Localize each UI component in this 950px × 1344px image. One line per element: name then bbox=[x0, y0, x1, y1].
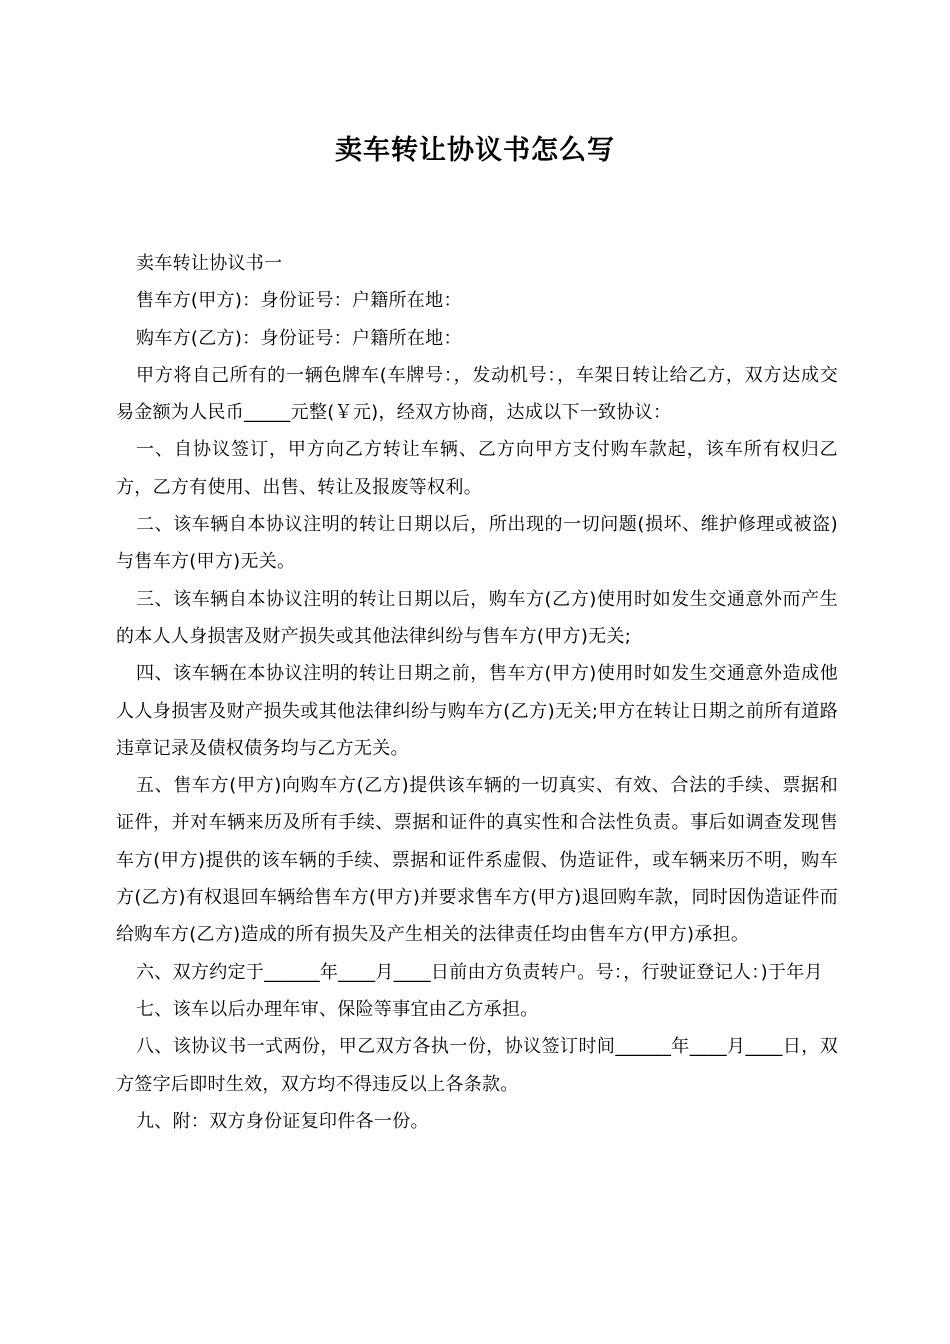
clause-3: 三、该车辆自本协议注明的转让日期以后，购车方(乙方)使用时如发生交通意外而产生的本人人身损害及财产损失或其他法律纠纷与售车方(甲方)无关; bbox=[116, 588, 838, 647]
document-title: 卖车转让协议书怎么写 bbox=[335, 135, 615, 166]
clause-2: 二、该车辆自本协议注明的转让日期以后，所出现的一切问题(损坏、维护修理或被盗)与售车方(甲方)无关。 bbox=[116, 514, 838, 573]
paragraph-seller-info: 售车方(甲方)：身份证号：户籍所在地： bbox=[136, 290, 462, 312]
paragraph-preamble: 甲方将自己所有的一辆色牌车(车牌号：，发动机号：，车架日转让给乙方，双方达成交易金额为人民币_____元整(￥元)，经双方协商，达成以下一致协议： bbox=[116, 364, 838, 424]
paragraph-heading: 卖车转让协议书一 bbox=[136, 253, 283, 274]
clause-7: 七、该车以后办理年审、保险等事宜由乙方承担。 bbox=[136, 998, 539, 1020]
clause-4: 四、该车辆在本协议注明的转让日期之前，售车方(甲方)使用时如发生交通意外造成他人人身损害及财产损失或其他法律纠纷与购车方(乙方)无关;甲方在转让日期之前所有道路违章记录及债权债务均与乙方无关。 bbox=[116, 663, 838, 759]
clause-5: 五、售车方(甲方)向购车方(乙方)提供该车辆的一切真实、有效、合法的手续、票据和证件，并对车辆来历及所有手续、票据和证件的真实性和合法性负责。事后如调查发现售车方(甲方)提供的该车辆的手续、票据和证件系虚假、伪造证件，或车辆来历不明，购车方(乙方)有权退回车辆给售车方(甲方)并要求售车方(甲方)退回购车款，同时因伪造证件而给购车方(乙方)造成的所有损失及产生相关的法律责任均由售车方(甲方)承担。 bbox=[116, 775, 838, 946]
clause-8: 八、该协议书一式两份，甲乙双方各执一份，协议签订时间______年____月____日，双方签字后即时生效，双方均不得违反以上各条款。 bbox=[116, 1036, 838, 1095]
document-body bbox=[116, 245, 838, 1140]
clause-1: 一、自协议签订，甲方向乙方转让车辆、乙方向甲方支付购车款起，该车所有权归乙方，乙方有使用、出售、转让及报废等权利。 bbox=[116, 439, 838, 498]
clause-6: 六、双方约定于______年____月____日前由方负责转户。号：，行驶证登记人：)于年月 bbox=[136, 961, 823, 983]
clause-9: 九、附：双方身份证复印件各一份。 bbox=[136, 1110, 429, 1132]
paragraph-buyer-info: 购车方(乙方)：身份证号：户籍所在地： bbox=[136, 327, 462, 349]
